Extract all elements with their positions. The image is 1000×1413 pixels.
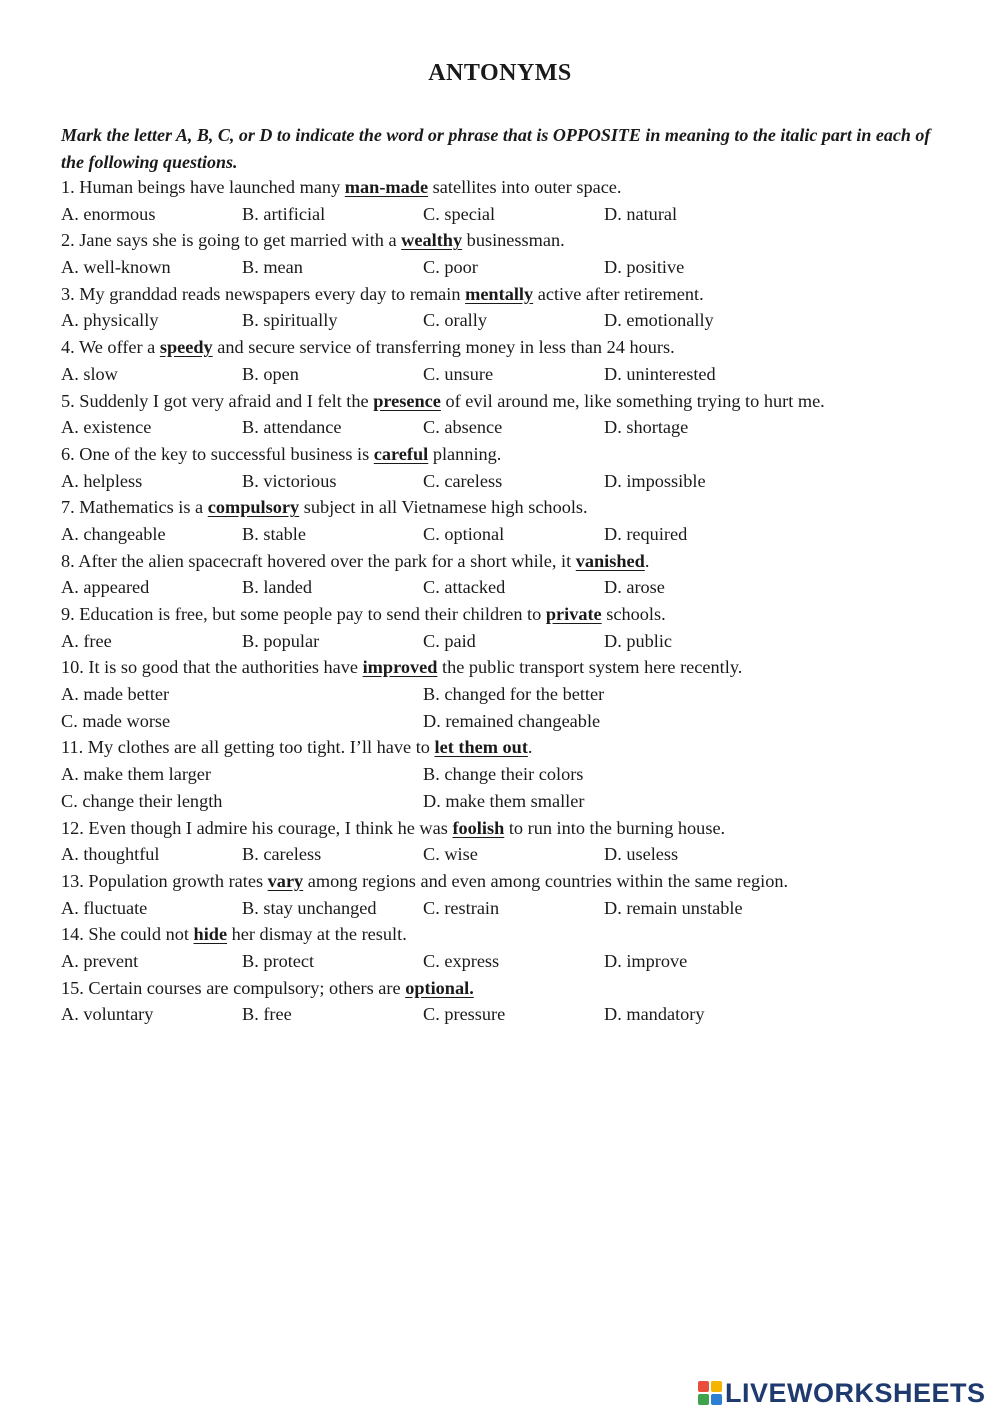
answer-option[interactable]: B. landed — [242, 577, 313, 598]
answer-option[interactable]: B. stable — [242, 523, 306, 544]
answer-option[interactable]: A. enormous — [61, 203, 156, 224]
answer-options-row — [61, 414, 961, 441]
question-keyword: private — [545, 604, 602, 624]
answer-option[interactable]: C. pressure — [423, 1004, 506, 1025]
answer-option[interactable]: C. paid — [423, 630, 476, 651]
question-text-before: 11. My clothes are all getting too tight. I’ll have to — [61, 737, 435, 758]
answer-option[interactable]: B. spiritually — [242, 310, 338, 331]
answer-options-row — [61, 628, 961, 655]
question-keyword: man-made — [344, 177, 429, 197]
answer-option[interactable]: C. express — [423, 950, 500, 971]
question-text-after: to run into the burning house. — [504, 817, 726, 838]
question-text-before: 3. My granddad reads newspapers every day to remain — [61, 283, 466, 304]
liveworksheets-logo-icon — [697, 1380, 723, 1406]
question-text-before: 1. Human beings have launched many — [61, 177, 345, 197]
question-stem — [61, 975, 961, 1002]
question-text-after: and secure service of transferring money in less than 24 hours. — [212, 337, 675, 358]
answer-option[interactable]: D. public — [604, 630, 673, 651]
answer-options-row — [61, 254, 961, 281]
answer-option[interactable]: D. required — [604, 523, 688, 544]
answer-option[interactable]: A. appeared — [61, 577, 150, 598]
page-title: ANTONYMS — [428, 60, 572, 86]
question-text-before: 12. Even though I admire his courage, I think he was — [61, 817, 453, 838]
answer-option[interactable]: D. improve — [604, 950, 688, 971]
answer-option[interactable]: A. free — [61, 630, 112, 651]
question-keyword: speedy — [159, 337, 213, 358]
answer-options-row — [61, 841, 961, 868]
question-text-before: 7. Mathematics is a — [61, 497, 208, 518]
answer-option[interactable]: A. voluntary — [61, 1004, 154, 1025]
answer-option[interactable]: A. prevent — [61, 950, 139, 971]
question-stem — [61, 921, 961, 948]
answer-option[interactable]: B. careless — [242, 844, 322, 865]
logo-square-icon — [711, 1394, 722, 1405]
answer-option[interactable]: C. wise — [423, 844, 478, 865]
answer-option[interactable]: D. useless — [604, 844, 679, 865]
question-text-after: schools. — [601, 604, 666, 624]
question-text-before: 9. Education is free, but some people pay to send their children to — [61, 604, 546, 624]
answer-option[interactable]: D. arose — [604, 577, 665, 598]
question-stem — [61, 227, 961, 254]
answer-option[interactable]: B. artificial — [242, 203, 326, 224]
question-text-after: subject in all Vietnamese high schools. — [299, 497, 588, 518]
answer-options-row — [61, 1001, 961, 1028]
answer-option[interactable]: D. remain unstable — [604, 897, 743, 918]
question-text-before: 10. It is so good that the authorities have — [61, 657, 363, 678]
question-keyword: optional. — [405, 977, 474, 998]
answer-options-row — [61, 361, 961, 388]
answer-options-row — [61, 468, 961, 495]
answer-option[interactable]: A. make them larger — [61, 764, 211, 785]
question-text-after: satellites into outer space. — [428, 177, 622, 197]
answer-option[interactable]: C. unsure — [423, 363, 494, 384]
question-text-before: 2. Jane says she is going to get married with a — [61, 230, 402, 251]
question-stem — [61, 548, 961, 575]
answer-option[interactable]: C. special — [423, 203, 496, 224]
answer-option[interactable]: D. emotionally — [604, 310, 714, 331]
answer-options-row — [61, 761, 961, 788]
logo-square-icon — [698, 1381, 709, 1392]
answer-option[interactable]: A. well-known — [61, 257, 171, 278]
answer-options-row — [61, 201, 961, 228]
answer-options-row — [61, 948, 961, 975]
question-stem — [61, 281, 961, 308]
answer-options-row — [61, 307, 961, 334]
question-text-before: 15. Certain courses are compulsory; others are — [61, 977, 406, 998]
answer-option[interactable]: B. change their colors — [423, 764, 584, 785]
question-text-after: the public transport system here recently. — [437, 657, 743, 678]
question-keyword: wealthy — [401, 230, 463, 251]
question-text-before: 6. One of the key to successful business is — [61, 443, 374, 464]
answer-option[interactable]: B. mean — [242, 257, 303, 278]
question-text-after: planning. — [428, 443, 502, 464]
question-stem — [61, 441, 961, 468]
question-text-after: her dismay at the result. — [227, 924, 407, 945]
question-stem — [61, 815, 961, 842]
answer-option[interactable]: D. positive — [604, 257, 685, 278]
answer-option[interactable]: D. impossible — [604, 470, 706, 491]
answer-option[interactable]: C. change their length — [61, 790, 223, 811]
question-stem — [61, 654, 961, 681]
answer-option[interactable]: A. changeable — [61, 523, 166, 544]
instructions: Mark the letter A, B, C, or D to indicate the word or phrase that is OPPOSITE in meaning to the italic part in each of the following questions. — [61, 125, 931, 172]
answer-option[interactable]: A. made better — [61, 684, 170, 705]
question-stem — [61, 734, 961, 761]
question-text-before: 14. She could not — [61, 924, 194, 945]
answer-options-row — [61, 574, 961, 601]
answer-option[interactable]: D. natural — [604, 203, 678, 224]
question-stem — [61, 334, 961, 361]
logo-square-icon — [698, 1394, 709, 1405]
question-text-after: active after retirement. — [533, 283, 704, 304]
answer-option[interactable]: B. free — [242, 1004, 292, 1025]
answer-option[interactable]: A. existence — [61, 417, 152, 438]
answer-option[interactable]: D. shortage — [604, 417, 689, 438]
answer-option[interactable]: C. attacked — [423, 577, 506, 598]
question-text-after: among regions and even among countries within the same region. — [303, 870, 789, 891]
answer-option[interactable]: C. restrain — [423, 897, 500, 918]
answer-option[interactable]: B. open — [242, 363, 299, 384]
answer-option[interactable]: B. changed for the better — [423, 684, 605, 705]
question-text-before: 4. We offer a — [61, 337, 160, 358]
question-keyword: vary — [267, 870, 304, 891]
question-text-after: businessman. — [462, 230, 565, 251]
answer-option[interactable]: B. victorious — [242, 470, 337, 491]
question-text-before: 8. After the alien spacecraft hovered over the park for a short while, it — [61, 550, 576, 571]
question-text-after: . — [644, 550, 650, 571]
question-keyword: hide — [193, 924, 228, 945]
question-keyword: presence — [373, 390, 441, 411]
answer-option[interactable]: C. made worse — [61, 710, 171, 731]
liveworksheets-logo-text: LIVEWORKSHEETS — [725, 1378, 986, 1408]
answer-options-row — [61, 788, 961, 815]
answer-option[interactable]: A. fluctuate — [61, 897, 148, 918]
question-keyword: mentally — [465, 283, 534, 304]
question-keyword: foolish — [452, 817, 505, 838]
answer-options-row — [61, 708, 961, 735]
answer-option[interactable]: B. protect — [242, 950, 315, 971]
question-text-after: . — [527, 737, 533, 758]
answer-option[interactable]: B. popular — [242, 630, 320, 651]
question-keyword: careful — [373, 443, 429, 464]
answer-option[interactable]: A. thoughtful — [61, 844, 160, 865]
answer-option[interactable]: C. absence — [423, 417, 503, 438]
question-stem — [61, 388, 961, 415]
answer-option[interactable]: B. stay unchanged — [242, 897, 377, 918]
question-keyword: vanished — [575, 550, 645, 571]
answer-option[interactable]: D. uninterested — [604, 363, 716, 384]
answer-option[interactable]: D. make them smaller — [423, 790, 585, 811]
question-keyword: improved — [362, 657, 438, 678]
answer-option[interactable]: A. slow — [61, 363, 118, 384]
answer-option[interactable]: A. helpless — [61, 470, 143, 491]
answer-option[interactable]: D. mandatory — [604, 1004, 705, 1025]
question-text-before: 13. Population growth rates — [61, 870, 268, 891]
answer-option[interactable]: B. attendance — [242, 417, 342, 438]
answer-options-row — [61, 521, 961, 548]
logo-square-icon — [711, 1381, 722, 1392]
answer-option[interactable]: C. poor — [423, 257, 478, 278]
question-stem — [61, 601, 961, 628]
question-stem — [61, 174, 961, 201]
answer-option[interactable]: C. optional — [423, 523, 505, 544]
question-keyword: let them out — [434, 737, 528, 758]
answer-option[interactable]: C. orally — [423, 310, 487, 331]
question-stem — [61, 868, 961, 895]
answer-option[interactable]: A. physically — [61, 310, 159, 331]
question-stem — [61, 494, 961, 521]
answer-option[interactable]: C. careless — [423, 470, 503, 491]
answer-options-row — [61, 681, 961, 708]
answer-options-row — [61, 895, 961, 922]
answer-option[interactable]: D. remained changeable — [423, 710, 601, 731]
question-list — [61, 174, 961, 1028]
liveworksheets-logo — [697, 1379, 986, 1407]
question-keyword: compulsory — [207, 497, 300, 518]
question-text-after: of evil around me, like something trying to hurt me. — [440, 390, 825, 411]
question-text-before: 5. Suddenly I got very afraid and I felt the — [61, 390, 374, 411]
